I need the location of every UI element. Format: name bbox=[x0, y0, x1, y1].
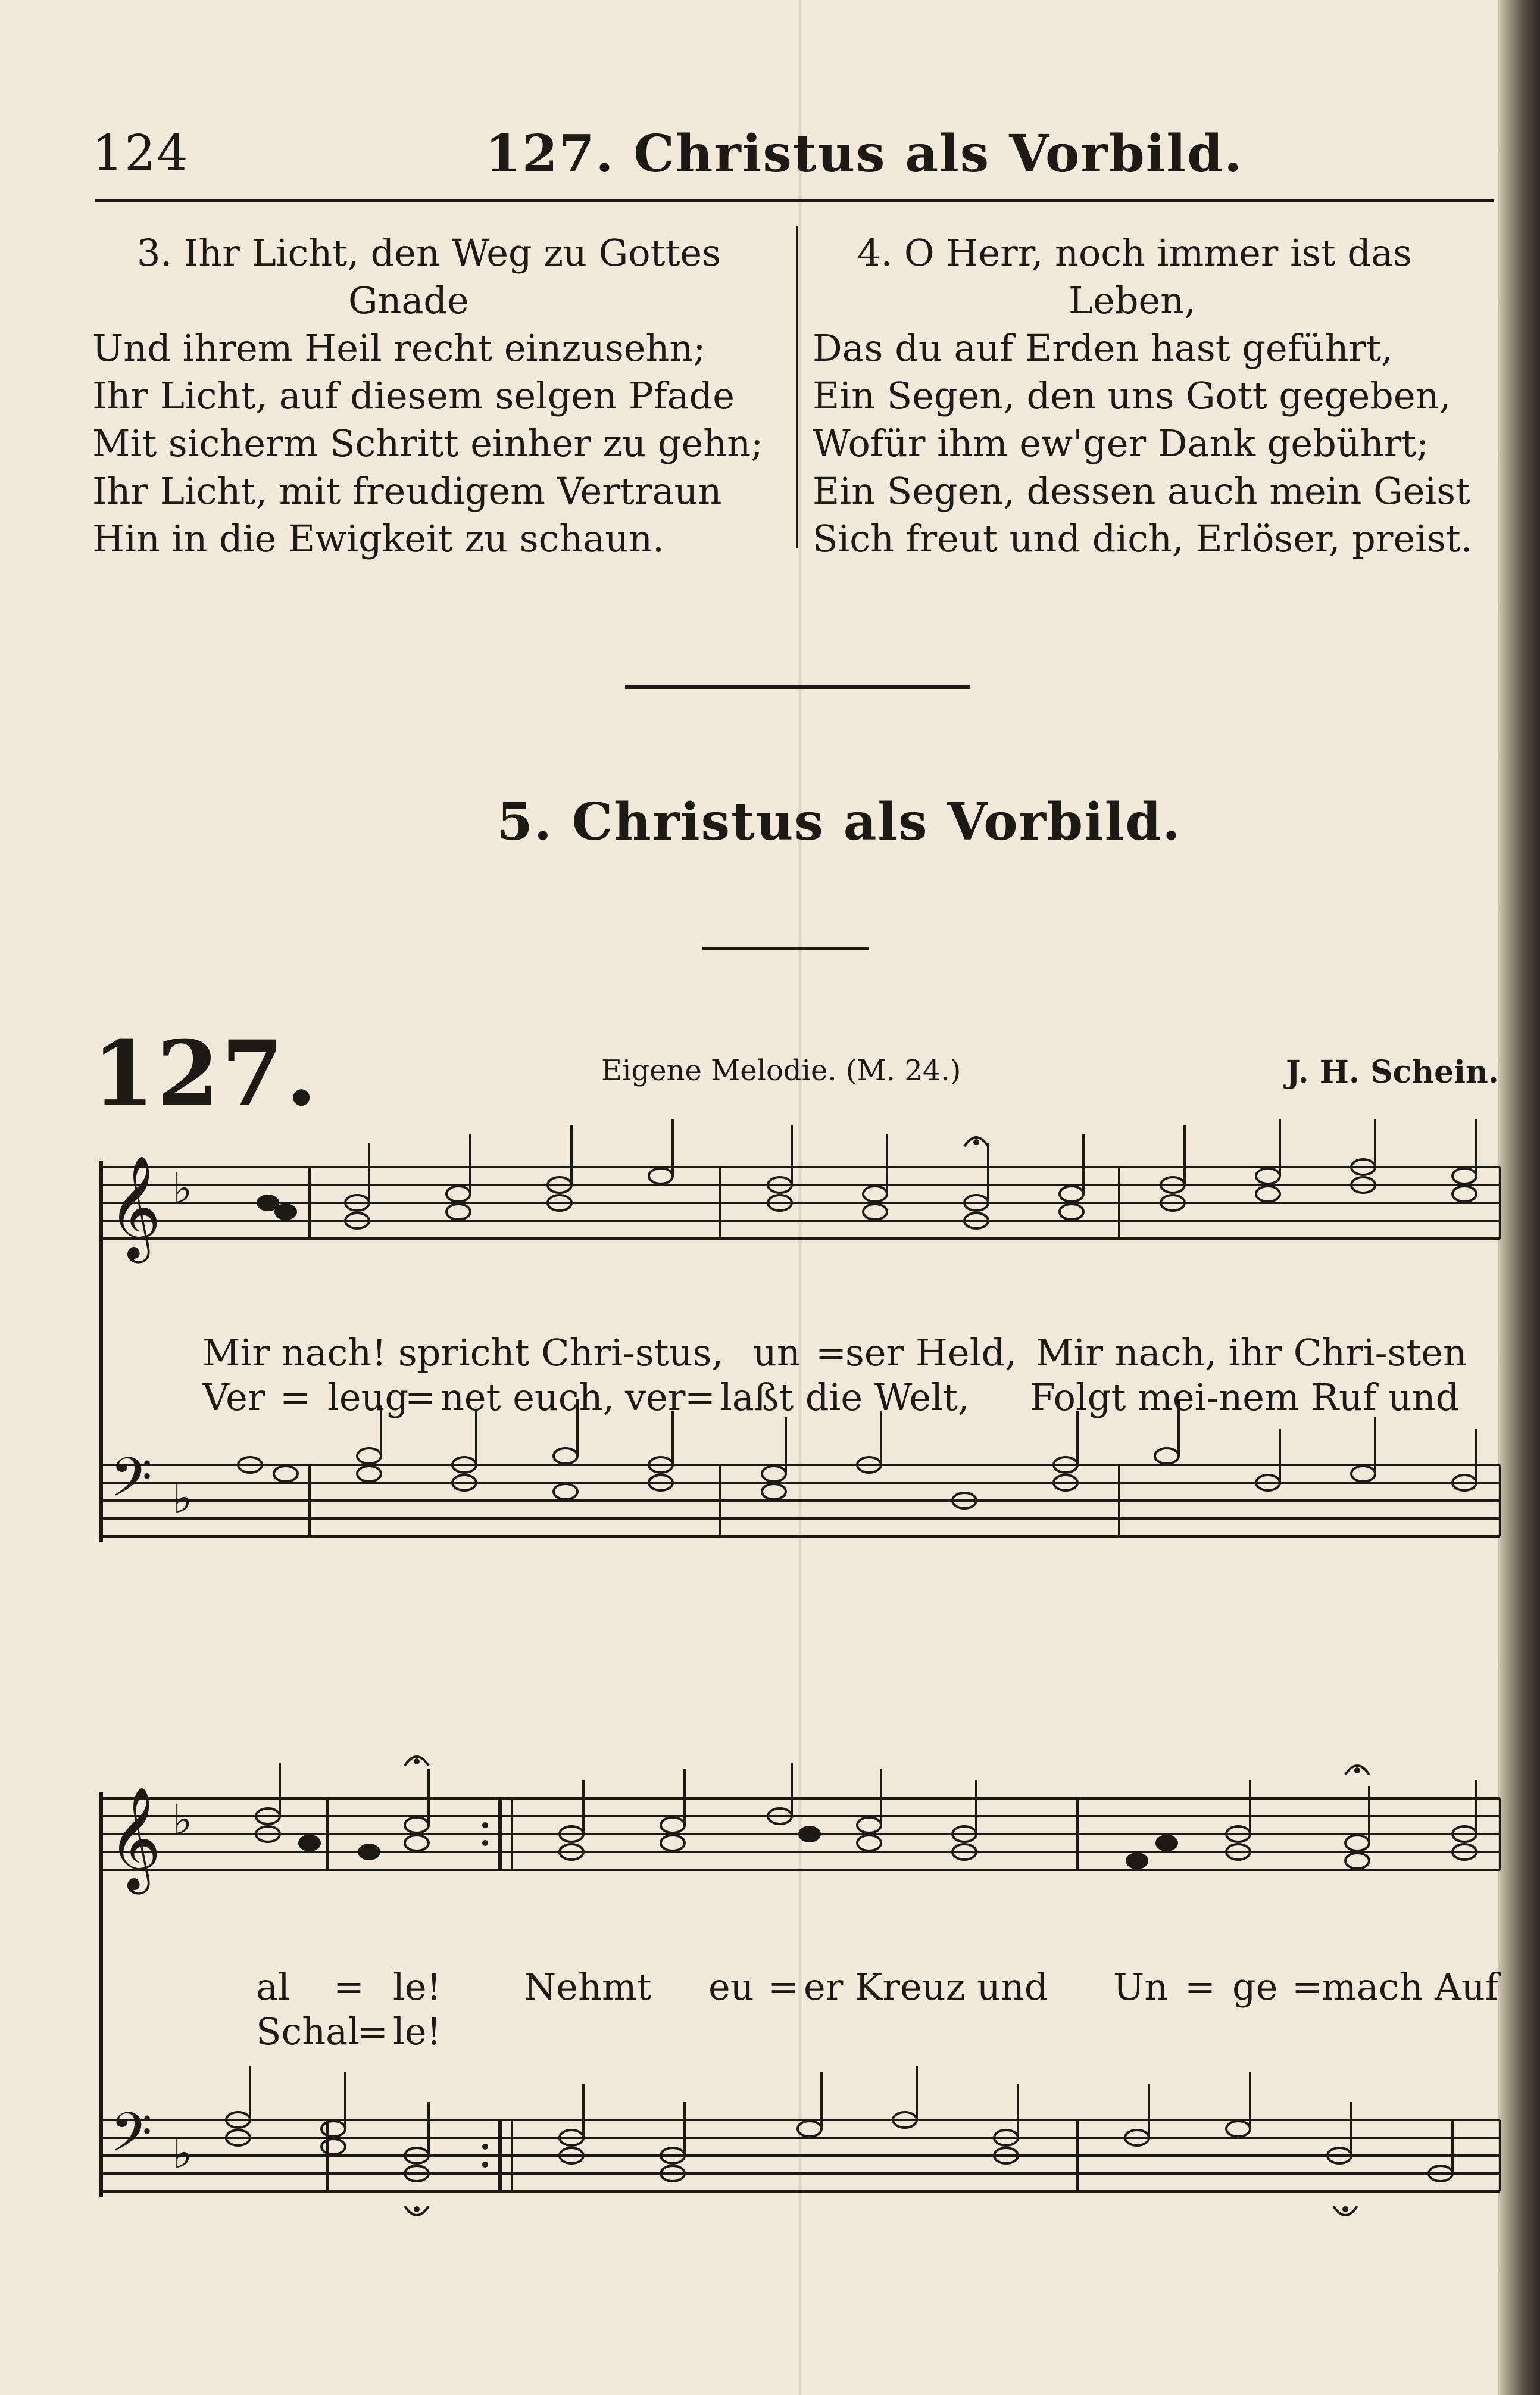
stanza-line: 3. Ihr Licht, den Weg zu Gottes bbox=[137, 231, 721, 275]
stanza-line: Mit sicherm Schritt einher zu gehn; bbox=[92, 422, 764, 465]
lyric-syllable: laßt die Welt, bbox=[720, 1376, 970, 1419]
stanza-line: Das du auf Erden hast geführt, bbox=[813, 326, 1393, 370]
page-number: 124 bbox=[92, 125, 189, 182]
svg-text:♭: ♭ bbox=[173, 2129, 193, 2178]
stanza-line: Ihr Licht, auf diesem selgen Pfade bbox=[92, 374, 735, 417]
lyric-syllable: Mir nach! spricht Chri-stus, bbox=[202, 1331, 724, 1374]
lyric-syllable: Un bbox=[1113, 1965, 1169, 2009]
lyric-syllable: = bbox=[1185, 1965, 1216, 2009]
stanza-line: Ein Segen, den uns Gott gegeben, bbox=[813, 374, 1451, 417]
stanza-line: Ein Segen, dessen auch mein Geist bbox=[813, 469, 1470, 513]
melody-note: Eigene Melodie. (M. 24.) bbox=[601, 1054, 961, 1087]
svg-text:♭: ♭ bbox=[173, 1164, 193, 1213]
stanza-3 bbox=[92, 229, 783, 563]
composer: J. H. Schein. bbox=[1286, 1054, 1499, 1090]
lyric-syllable: Folgt mei-nem Ruf und bbox=[1030, 1376, 1460, 1419]
svg-text:𝄞: 𝄞 bbox=[108, 1786, 161, 1890]
section-divider-rule bbox=[625, 685, 970, 689]
lyric-syllable: net euch, bbox=[441, 1376, 615, 1419]
lyrics-system-1-line-1 bbox=[0, 1331, 1540, 1379]
lyric-syllable: Nehmt bbox=[524, 1965, 652, 2009]
section-title-rule bbox=[702, 947, 869, 950]
lyric-syllable: = bbox=[816, 1331, 846, 1374]
lyric-syllable: = bbox=[768, 1965, 799, 2009]
running-title: 127. Christus als Vorbild. bbox=[485, 124, 1244, 184]
svg-text:𝄢: 𝄢 bbox=[110, 1446, 152, 1522]
lyric-syllable: Mir nach, ihr Chri-sten bbox=[1036, 1331, 1467, 1374]
lyric-syllable: ser Held, bbox=[845, 1331, 1017, 1374]
column-divider bbox=[796, 226, 798, 548]
lyric-syllable: ver bbox=[625, 1376, 686, 1419]
stanza-line: Und ihrem Heil recht einzusehn; bbox=[92, 326, 706, 370]
svg-text:♭: ♭ bbox=[173, 1795, 193, 1844]
lyric-syllable: = bbox=[357, 2010, 388, 2053]
stanza-line: Wofür ihm ew'ger Dank gebührt; bbox=[813, 422, 1429, 465]
stanza-line: Leben, bbox=[1069, 279, 1196, 322]
lyrics-system-2-line-2 bbox=[0, 2010, 1540, 2057]
stanza-line: Ihr Licht, mit freudigem Vertraun bbox=[92, 469, 722, 513]
stanza-4 bbox=[813, 229, 1503, 563]
lyric-syllable: Schal bbox=[256, 2010, 360, 2053]
lyric-syllable: Ver bbox=[202, 1376, 265, 1419]
section-title: 5. Christus als Vorbild. bbox=[497, 792, 1182, 852]
svg-text:♭: ♭ bbox=[173, 1474, 193, 1523]
lyric-syllable: = bbox=[1292, 1965, 1323, 2009]
lyrics-system-1-line-2 bbox=[0, 1376, 1540, 1423]
svg-text:𝄞: 𝄞 bbox=[108, 1155, 161, 1259]
stanza-line: 4. O Herr, noch immer ist das bbox=[857, 231, 1412, 275]
lyric-syllable: er Kreuz und bbox=[804, 1965, 1048, 2009]
lyric-syllable: le! bbox=[393, 1965, 442, 2009]
page-header bbox=[0, 113, 1540, 185]
lyric-syllable: = bbox=[685, 1376, 716, 1419]
lyric-syllable: le! bbox=[393, 2010, 442, 2053]
lyric-syllable: = bbox=[405, 1376, 436, 1419]
lyric-syllable: al bbox=[256, 1965, 290, 2009]
lyric-syllable: ge bbox=[1232, 1965, 1278, 2009]
lyric-syllable: eu bbox=[708, 1965, 754, 2009]
svg-text:𝄢: 𝄢 bbox=[110, 2101, 152, 2177]
lyric-syllable: mach Auf bbox=[1322, 1965, 1499, 2009]
lyric-syllable: = bbox=[280, 1376, 311, 1419]
header-rule bbox=[95, 199, 1494, 202]
stanza-line: Sich freut und dich, Erlöser, preist. bbox=[813, 517, 1473, 560]
stanza-line: Hin in die Ewigkeit zu schaun. bbox=[92, 517, 664, 560]
lyric-syllable: = bbox=[333, 1965, 364, 2009]
lyrics-system-2-line-1 bbox=[0, 1965, 1540, 2013]
hymn-number: 127. bbox=[92, 1021, 320, 1126]
lyric-syllable: leug bbox=[327, 1376, 409, 1419]
stanza-line: Gnade bbox=[348, 279, 469, 322]
lyric-syllable: un bbox=[753, 1331, 801, 1374]
